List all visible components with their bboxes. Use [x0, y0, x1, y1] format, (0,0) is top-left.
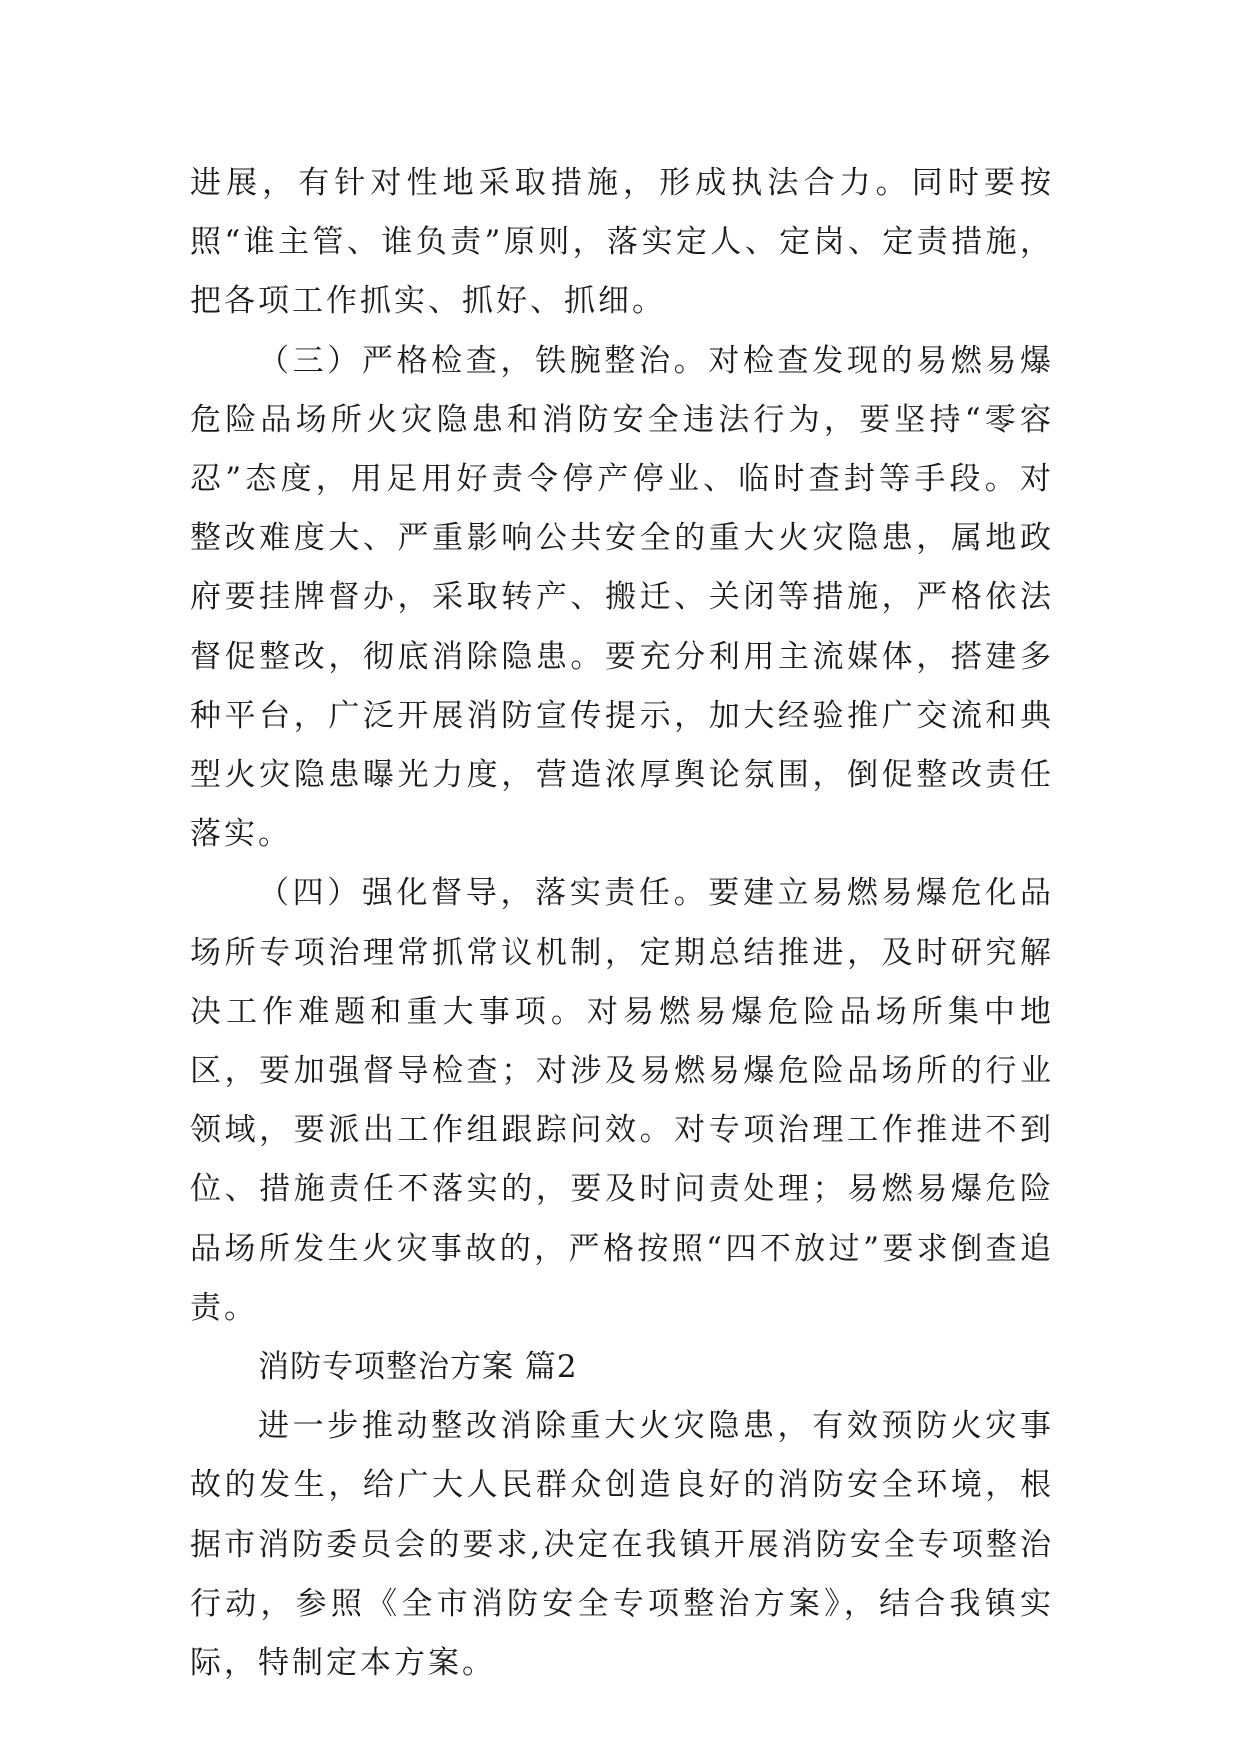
- section-heading: 消防专项整治方案 篇2: [258, 1349, 578, 1386]
- paragraph-continuation: 进展，有针对性地采取措施，形成执法合力。同时要按照“谁主管、谁负责”原则，落实定人、定岗、定责措施，把各项工作抓实、抓好、抓细。: [190, 165, 1054, 320]
- paragraph-plan-intro: 进一步推动整改消除重大火灾隐患，有效预防火灾事故的发生，给广大人民群众创造良好的消防安全环境，根据市消防委员会的要求,决定在我镇开展消防安全专项整治行动，参照《全市消防安全专项整治方案》，结合我镇实际，特制定本方案。: [190, 1408, 1054, 1682]
- paragraph-section-three: （三）严格检查，铁腕整治。对检查发现的易燃易爆危险品场所火灾隐患和消防安全违法行为，要坚持“零容忍”态度，用足用好责令停产停业、临时查封等手段。对整改难度大、严重影响公共安全的重大火灾隐患，属地政府要挂牌督办，采取转产、搬迁、关闭等措施，严格依法督促整改，彻底消除隐患。要充分利用主流媒体，搭建多种平台，广泛开展消防宣传提示，加大经验推广交流和典型火灾隐患曝光力度，营造浓厚舆论氛围，倒促整改责任落实。: [190, 342, 1054, 853]
- paragraph-section-four: （四）强化督导，落实责任。要建立易燃易爆危化品场所专项治理常抓常议机制，定期总结推进，及时研究解决工作难题和重大事项。对易燃易爆危险品场所集中地区，要加强督导检查；对涉及易燃易爆危险品场所的行业领域，要派出工作组跟踪问效。对专项治理工作推进不到位、措施责任不落实的，要及时问责处理；易燃易爆危险品场所发生火灾事故的，严格按照“四不放过”要求倒查追责。: [190, 875, 1054, 1326]
- document-body: [190, 154, 1054, 1693]
